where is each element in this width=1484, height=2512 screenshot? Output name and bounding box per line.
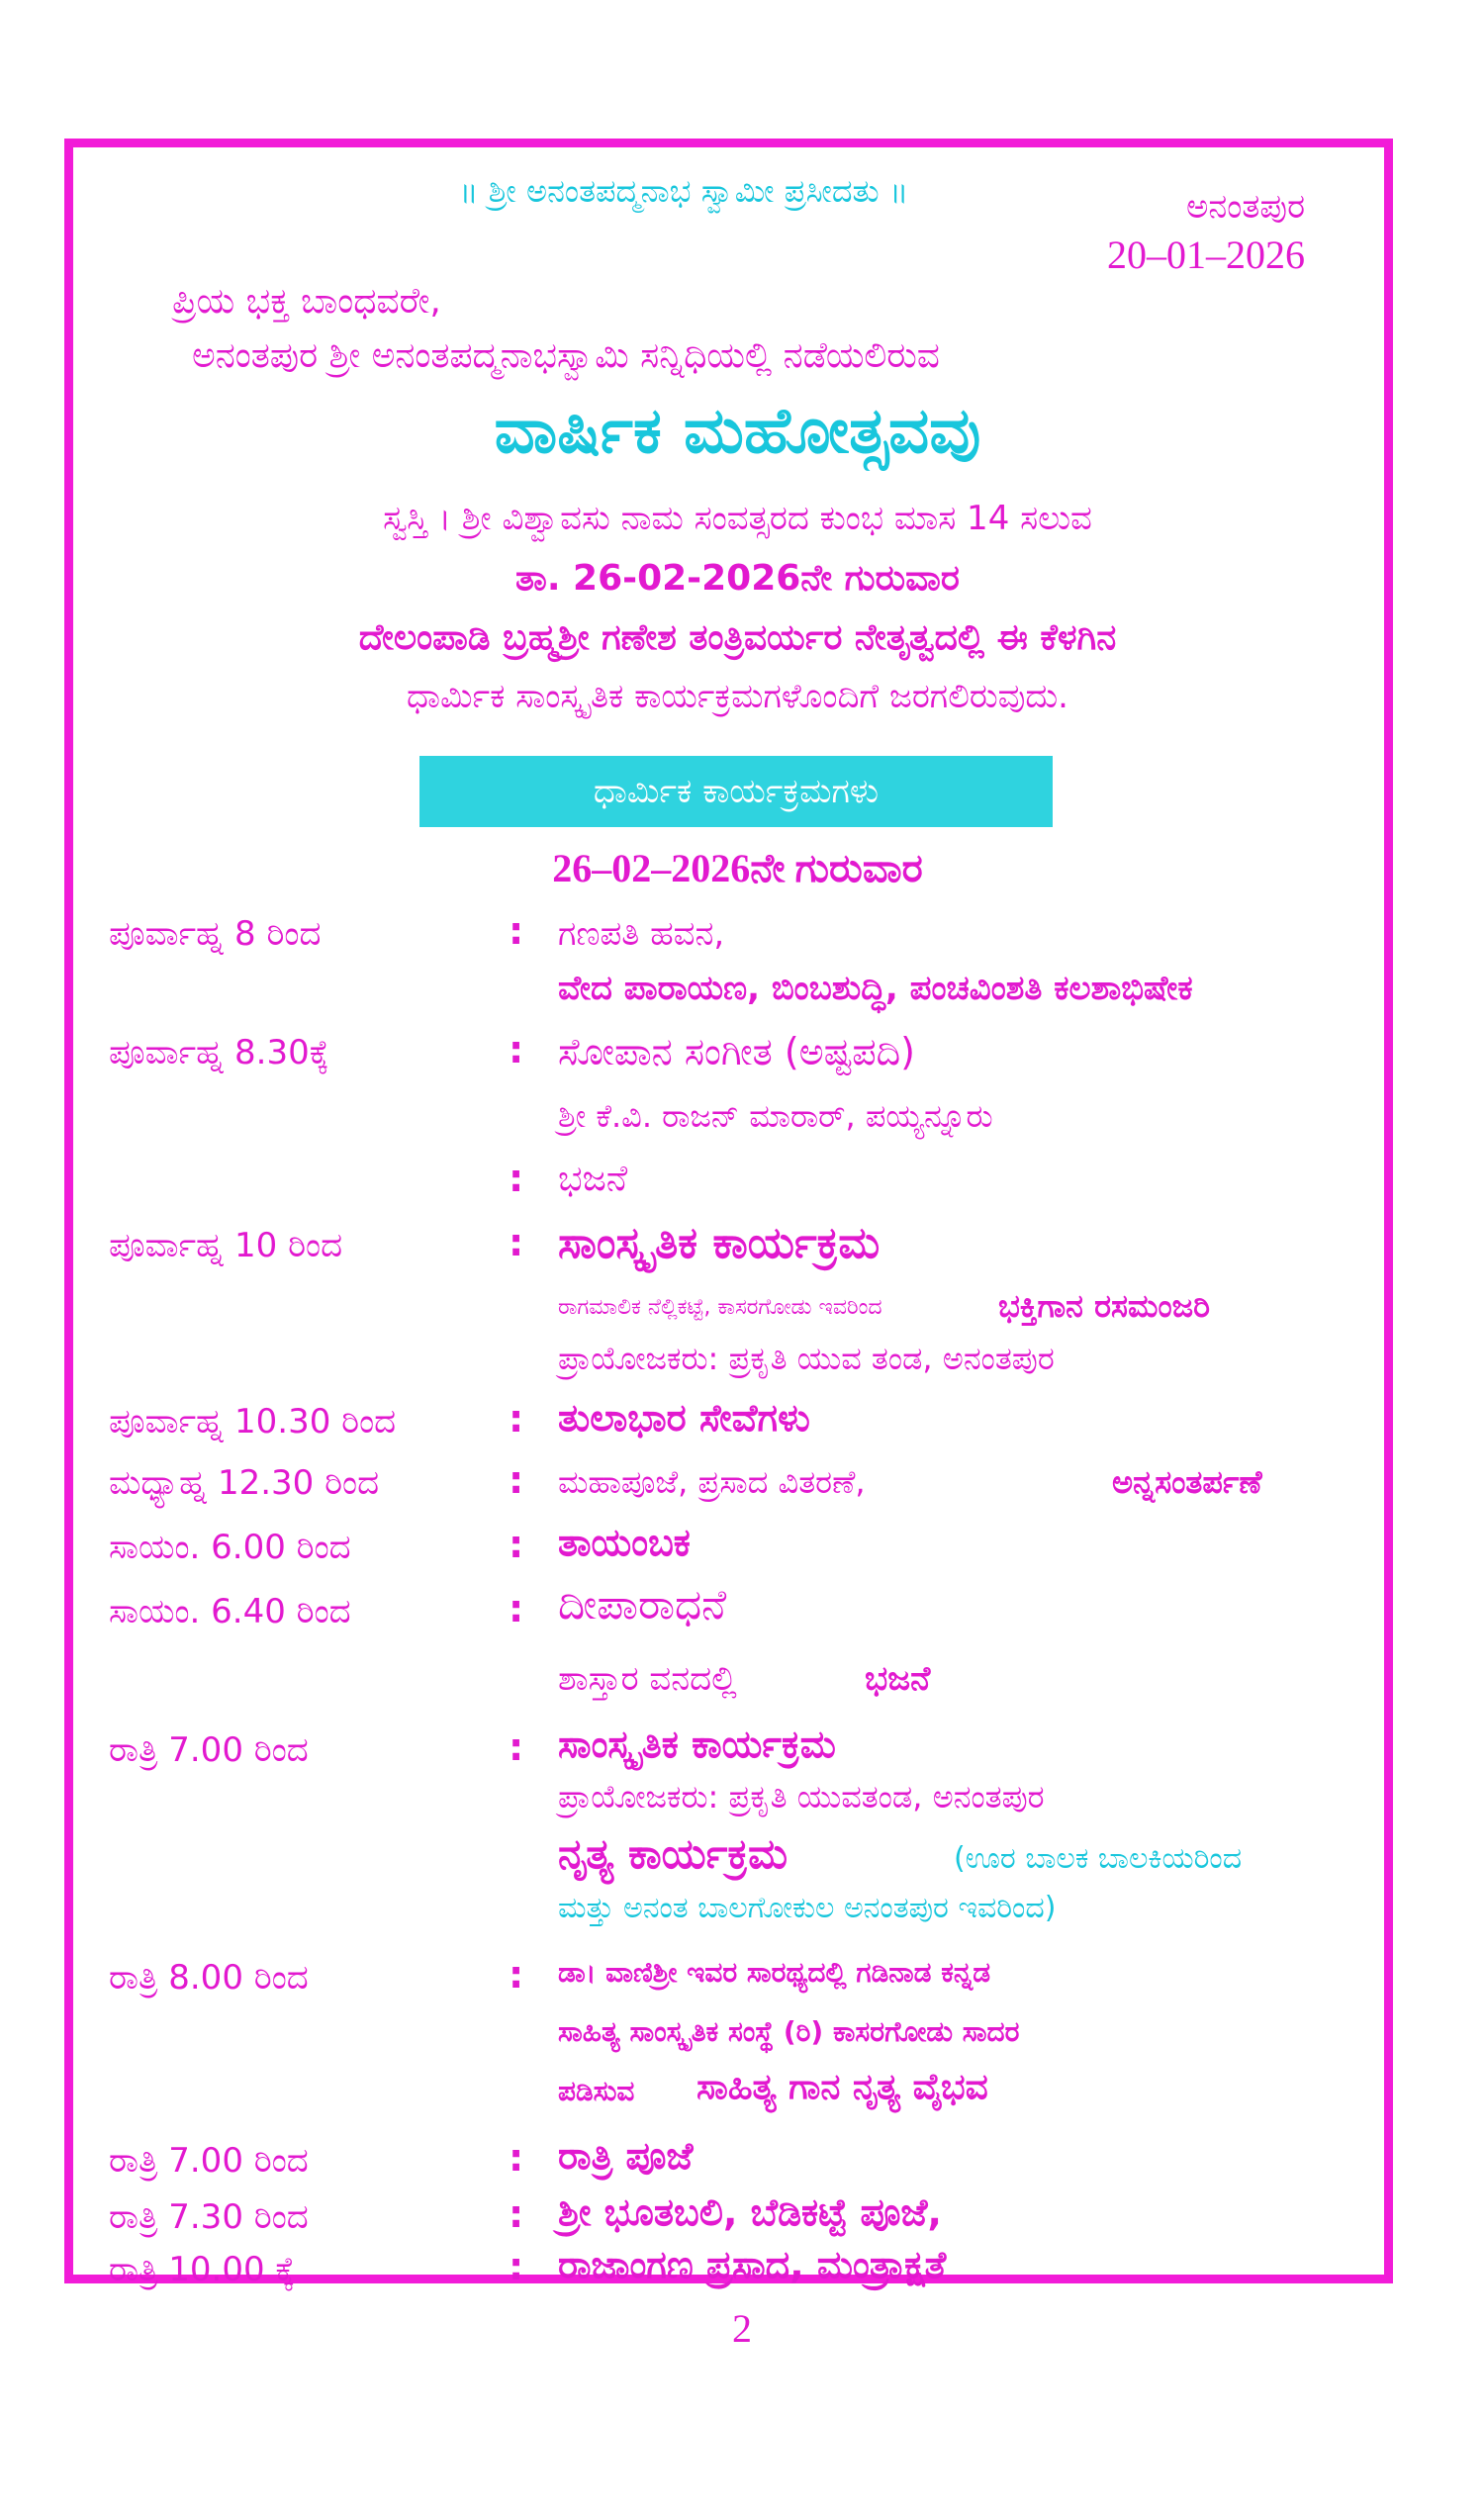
schedule-colon: : bbox=[509, 2136, 524, 2180]
schedule-colon: : bbox=[509, 1953, 524, 1997]
schedule-item-text: ಭಜನೆ bbox=[558, 1159, 628, 1199]
schedule-item-text: ಪ್ರಾಯೋಜಕರು: ಪ್ರಕೃತಿ ಯುವ ತಂಡ, ಅನಂತಪುರ bbox=[558, 1340, 1055, 1377]
schedule-colon: : bbox=[509, 1725, 524, 1769]
schedule-item-text: ಮತ್ತು ಅನಂತ ಬಾಲಗೋಕುಲ ಅನಂತಪುರ ಇವರಿಂದ) bbox=[558, 1891, 1057, 1925]
schedule-time: ರಾತ್ರಿ 10.00 ಕ್ಕೆ bbox=[109, 2250, 296, 2289]
schedule-item-text: ಶ್ರೀ ಭೂತಬಲಿ, ಬೆಡಿಕಟ್ಟೆ ಪೂಜೆ, bbox=[558, 2190, 942, 2234]
schedule-item-text: ಸಾಹಿತ್ಯ ಸಾಂಸ್ಕೃತಿಕ ಸಂಸ್ಥೆ (ರಿ) ಕಾಸರಗೋಡು ಸಾದರ bbox=[558, 2015, 1020, 2048]
schedule-time: ಪೂರ್ವಾಹ್ನ 8 ರಿಂದ bbox=[109, 914, 322, 954]
schedule-item-text: ರಾತ್ರಿ ಪೂಜೆ bbox=[558, 2134, 694, 2178]
calendar-line: ಸ್ವಸ್ತಿ । ಶ್ರೀ ವಿಶ್ವಾವಸು ನಾಮ ಸಂವತ್ಸರದ ಕುಂಭ ಮಾಸ 14 ಸಲುವ bbox=[383, 499, 1092, 538]
invitation-frame bbox=[64, 139, 1393, 2289]
schedule-colon: : bbox=[509, 2245, 524, 2288]
schedule-item-text: ಸಾಂಸ್ಕೃತಿಕ ಕಾರ್ಯಕ್ರಮ bbox=[558, 1218, 881, 1268]
schedule-colon: : bbox=[509, 1397, 524, 1441]
schedule-item-text: ಭಕ್ತಿಗಾನ ರಸಮಂಜರಿ bbox=[998, 1287, 1211, 1325]
schedule-time: ರಾತ್ರಿ 7.30 ರಿಂದ bbox=[109, 2197, 309, 2237]
schedule-date: 26–02–2026ನೇ ಗುರುವಾರ bbox=[552, 846, 923, 890]
schedule-colon: : bbox=[509, 1458, 524, 1502]
schedule-item-text: ಶಾಸ್ತಾರ ವನದಲ್ಲಿ bbox=[558, 1659, 737, 1699]
schedule-item-text: ಪಡಿಸುವ bbox=[558, 2075, 635, 2107]
schedule-item-text: ಸಾಂಸ್ಕೃತಿಕ ಕಾರ್ಯಕ್ರಮ bbox=[558, 1722, 836, 1766]
schedule-item-text: ಪ್ರಾಯೋಜಕರು: ಪ್ರಕೃತಿ ಯುವತಂಡ, ಅನಂತಪುರ bbox=[558, 1778, 1045, 1815]
program-line: ಧಾರ್ಮಿಕ ಸಾಂಸ್ಕೃತಿಕ ಕಾರ್ಯಕ್ರಮಗಳೊಂದಿಗೆ ಜರಗಲಿರುವುದು. bbox=[407, 677, 1068, 716]
schedule-item-text: (ಊರ ಬಾಲಕ ಬಾಲಕಿಯರಿಂದ bbox=[954, 1841, 1243, 1876]
page-number: 2 bbox=[732, 2306, 752, 2351]
leader-line: ದೇಲಂಪಾಡಿ ಬ್ರಹ್ಮಶ್ರೀ ಗಣೇಶ ತಂತ್ರಿವರ್ಯರ ನೇತೃತ್ವದಲ್ಲಿ ಈ ಕೆಳಗಿನ bbox=[358, 617, 1117, 658]
schedule-time: ಪೂರ್ವಾಹ್ನ 10 ರಿಂದ bbox=[109, 1226, 343, 1265]
schedule-time: ಮಧ್ಯಾಹ್ನ 12.30 ರಿಂದ bbox=[109, 1463, 380, 1503]
schedule-time: ಪೂರ್ವಾಹ್ನ 8.30ಕ್ಕೆ bbox=[109, 1033, 329, 1072]
schedule-time: ಪೂರ್ವಾಹ್ನ 10.30 ರಿಂದ bbox=[109, 1402, 397, 1442]
schedule-item-text: ನೃತ್ಯ ಕಾರ್ಯಕ್ರಮ bbox=[558, 1829, 788, 1878]
schedule-colon: : bbox=[509, 1523, 524, 1566]
intro-line: ಅನಂತಪುರ ಶ್ರೀ ಅನಂತಪದ್ಮನಾಭಸ್ವಾಮಿ ಸನ್ನಿಧಿಯಲ್ಲಿ ನಡೆಯಲಿರುವ bbox=[192, 335, 940, 376]
schedule-colon: : bbox=[509, 2192, 524, 2236]
schedule-item-text: ಡಾ। ವಾಣಿಶ್ರೀ ಇವರ ಸಾರಥ್ಯದಲ್ಲಿ ಗಡಿನಾಡ ಕನ್ನಡ bbox=[558, 1956, 991, 1989]
schedule-colon: : bbox=[509, 909, 524, 953]
schedule-item-text: ಭಜನೆ bbox=[865, 1659, 931, 1699]
schedule-time: ರಾತ್ರಿ 7.00 ರಿಂದ bbox=[109, 1730, 309, 1770]
schedule-time: ರಾತ್ರಿ 7.00 ರಿಂದ bbox=[109, 2141, 309, 2181]
letter-date: 20–01–2026 bbox=[1107, 233, 1305, 277]
schedule-item-text: ಗಣಪತಿ ಹವನ, bbox=[558, 914, 725, 954]
schedule-item-text: ಸಾಹಿತ್ಯ ಗಾನ ನೃತ್ಯ ವೈಭವ bbox=[696, 2067, 988, 2107]
schedule-item-text: ದೀಪಾರಾಧನೆ bbox=[558, 1580, 727, 1628]
schedule-colon: : bbox=[509, 1221, 524, 1264]
section-badge: ಧಾರ್ಮಿಕ ಕಾರ್ಯಕ್ರಮಗಳು bbox=[419, 756, 1053, 827]
schedule-time: ಸಾಯಂ. 6.40 ರಿಂದ bbox=[109, 1592, 351, 1631]
schedule-item-text: ಸೋಪಾನ ಸಂಗೀತ (ಅಷ್ಟಪದಿ) bbox=[558, 1030, 916, 1073]
schedule-colon: : bbox=[509, 1157, 524, 1200]
schedule-colon: : bbox=[509, 1028, 524, 1071]
date-line: ತಾ. 26-02-2026ನೇ ಗುರುವಾರ bbox=[515, 558, 960, 599]
schedule-item-text: ರಾಜಾಂಗಣ ಪ್ರಸಾದ, ಮಂತ್ರಾಕ್ಷತೆ bbox=[558, 2243, 947, 2286]
schedule-item-text: ಅನ್ನಸಂತರ್ಪಣೆ bbox=[1112, 1463, 1262, 1501]
place-name: ಅನಂತಪುರ bbox=[1186, 187, 1306, 227]
schedule-colon: : bbox=[509, 1587, 524, 1630]
schedule-item-text: ಶ್ರೀ ಕೆ.ವಿ. ರಾಜನ್ ಮಾರಾರ್, ಪಯ್ಯನ್ನೂರು bbox=[558, 1097, 993, 1135]
event-title: ವಾರ್ಷಿಕ ಮಹೋತ್ಸವವು bbox=[494, 395, 981, 468]
invocation-line: ॥ ಶ್ರೀ ಅನಂತಪದ್ಮನಾಭ ಸ್ವಾಮೀ ಪ್ರಸೀದತು ॥ bbox=[459, 172, 909, 210]
schedule-item-text: ವೇದ ಪಾರಾಯಣ, ಬಿಂಬಶುದ್ಧಿ, ಪಂಚವಿಂಶತಿ ಕಲಶಾಭಿಷೇಕ bbox=[558, 969, 1193, 1008]
schedule-item-text: ತಾಯಂಬಕ bbox=[558, 1521, 691, 1564]
salutation: ಪ್ರಿಯ ಭಕ್ತ ಬಾಂಧವರೇ, bbox=[172, 281, 441, 322]
schedule-item-text: ತುಲಾಭಾರ ಸೇವೆಗಳು bbox=[558, 1396, 810, 1440]
schedule-time: ಸಾಯಂ. 6.00 ರಿಂದ bbox=[109, 1528, 351, 1567]
schedule-item-text: ರಾಗಮಾಲಿಕ ನೆಲ್ಲಿಕಟ್ಟೆ, ಕಾಸರಗೋಡು ಇವರಿಂದ bbox=[558, 1295, 882, 1320]
schedule-item-text: ಮಹಾಪೂಜೆ, ಪ್ರಸಾದ ವಿತರಣೆ, bbox=[558, 1463, 866, 1501]
schedule-time: ರಾತ್ರಿ 8.00 ರಿಂದ bbox=[109, 1958, 309, 1998]
